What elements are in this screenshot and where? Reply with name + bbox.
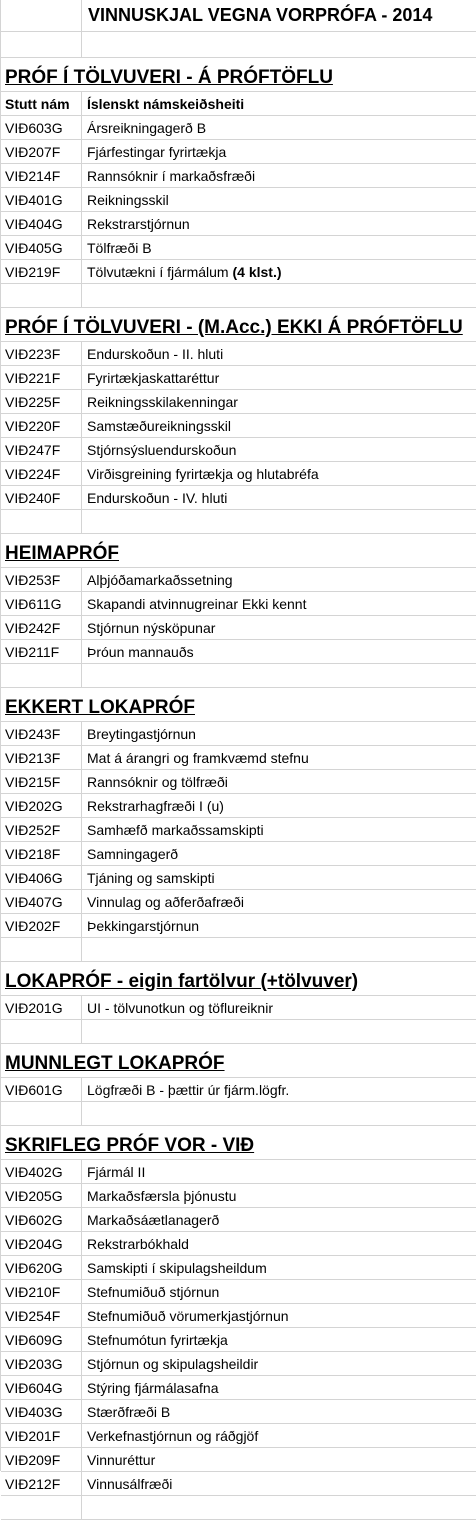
- course-name-cell[interactable]: [82, 1328, 476, 1351]
- course-name: Endurskoðun - IV. hluti: [87, 489, 228, 506]
- empty-cell[interactable]: [1, 284, 82, 307]
- table-row[interactable]: [1, 1208, 476, 1232]
- course-name: Rekstrarbókhald: [87, 1235, 189, 1252]
- course-code[interactable]: VIÐ609G: [1, 1328, 82, 1351]
- table-row[interactable]: [1, 914, 476, 938]
- table-row[interactable]: [1, 260, 476, 284]
- course-name: UI - tölvunotkun og töflureiknir: [87, 999, 273, 1016]
- table-row[interactable]: [1, 1304, 476, 1328]
- table-row[interactable]: [1, 592, 476, 616]
- course-name: Rannsóknir og tölfræði: [87, 773, 228, 790]
- course-name-cell[interactable]: [82, 1352, 476, 1375]
- empty-cell[interactable]: [1, 32, 82, 57]
- column-header-row[interactable]: [1, 92, 476, 116]
- course-code[interactable]: VIÐ214F: [1, 164, 82, 187]
- table-row[interactable]: [1, 842, 476, 866]
- course-code[interactable]: VIÐ242F: [1, 616, 82, 639]
- course-name-cell[interactable]: [82, 188, 476, 211]
- table-row[interactable]: [1, 1328, 476, 1352]
- course-code[interactable]: VIÐ403G: [1, 1400, 82, 1423]
- course-name: Markaðsáætlanagerð: [87, 1211, 220, 1228]
- course-name-cell[interactable]: [82, 842, 476, 865]
- empty-row[interactable]: [1, 1102, 476, 1126]
- table-row[interactable]: [1, 236, 476, 260]
- course-name-cell[interactable]: [82, 818, 476, 841]
- table-row[interactable]: [1, 116, 476, 140]
- course-code[interactable]: VIÐ202G: [1, 794, 82, 817]
- course-name-cell[interactable]: [82, 164, 476, 187]
- empty-cell[interactable]: [1, 938, 82, 961]
- course-name: Tölvutækni í fjármálum: [87, 263, 229, 280]
- course-name: Samskipti í skipulagsheildum: [87, 1259, 267, 1276]
- table-row[interactable]: [1, 568, 476, 592]
- course-name: Stjórnun nýsköpunar: [87, 619, 216, 636]
- course-code[interactable]: VIÐ201F: [1, 1424, 82, 1447]
- table-row[interactable]: [1, 1376, 476, 1400]
- empty-row[interactable]: [1, 510, 476, 534]
- course-name-cell[interactable]: [82, 1078, 476, 1101]
- course-name-cell[interactable]: [82, 140, 476, 163]
- empty-cell[interactable]: [82, 284, 476, 307]
- course-code[interactable]: VIÐ620G: [1, 1256, 82, 1279]
- empty-cell[interactable]: [82, 1020, 476, 1043]
- empty-cell[interactable]: [82, 938, 476, 961]
- course-name: Stefnumiðuð stjórnun: [87, 1283, 220, 1300]
- section-header-row[interactable]: [1, 962, 476, 996]
- course-code[interactable]: VIÐ240F: [1, 486, 82, 509]
- section-heading[interactable]: LOKAPRÓF - eigin fartölvur (+tölvuver): [1, 962, 476, 995]
- course-name-cell[interactable]: [82, 462, 476, 485]
- course-code[interactable]: VIÐ401G: [1, 188, 82, 211]
- course-note: (4 klst.): [232, 263, 282, 280]
- table-row[interactable]: [1, 140, 476, 164]
- course-name-cell[interactable]: [82, 866, 476, 889]
- course-name-cell[interactable]: [82, 996, 476, 1019]
- table-row[interactable]: [1, 164, 476, 188]
- course-name-cell[interactable]: [82, 438, 476, 461]
- table-row[interactable]: [1, 722, 476, 746]
- empty-row[interactable]: [1, 664, 476, 688]
- course-name-cell[interactable]: [82, 486, 476, 509]
- empty-cell[interactable]: [1, 664, 82, 687]
- course-name: Markaðsfærsla þjónustu: [87, 1187, 237, 1204]
- course-name: Þróun mannauðs: [87, 643, 194, 660]
- course-name-cell[interactable]: [82, 366, 476, 389]
- course-code[interactable]: VIÐ407G: [1, 890, 82, 913]
- course-name-cell[interactable]: [82, 1208, 476, 1231]
- table-row[interactable]: [1, 438, 476, 462]
- course-code[interactable]: VIÐ209F: [1, 1448, 82, 1471]
- course-name-cell[interactable]: [82, 1232, 476, 1255]
- course-code[interactable]: VIÐ252F: [1, 818, 82, 841]
- section-heading[interactable]: MUNNLEGT LOKAPRÓF: [1, 1044, 476, 1077]
- section-header-row[interactable]: [1, 1126, 476, 1160]
- course-code[interactable]: VIÐ212F: [1, 1472, 82, 1495]
- section-heading[interactable]: EKKERT LOKAPRÓF: [1, 688, 476, 721]
- course-name: Verkefnastjórnun og ráðgjöf: [87, 1427, 259, 1444]
- course-name-cell[interactable]: [82, 890, 476, 913]
- course-name-cell[interactable]: [82, 616, 476, 639]
- course-name: Samningagerð: [87, 845, 179, 862]
- section-header-row[interactable]: [1, 308, 476, 342]
- course-code[interactable]: VIÐ218F: [1, 842, 82, 865]
- course-name-cell[interactable]: [82, 236, 476, 259]
- column-header-name[interactable]: Íslenskt námskeiðsheiti: [87, 95, 245, 112]
- title-cell-a[interactable]: [1, 0, 82, 31]
- course-code[interactable]: VIÐ203G: [1, 1352, 82, 1375]
- section-header-row[interactable]: [1, 688, 476, 722]
- course-code[interactable]: VIÐ404G: [1, 212, 82, 235]
- table-row[interactable]: [1, 342, 476, 366]
- course-code[interactable]: VIÐ611G: [1, 592, 82, 615]
- section-heading[interactable]: SKRIFLEG PRÓF VOR - VIÐ: [1, 1126, 476, 1159]
- table-row[interactable]: [1, 818, 476, 842]
- course-name: Lögfræði B - þættir úr fjárm.lögfr.: [87, 1081, 290, 1098]
- course-name-cell[interactable]: [82, 260, 476, 283]
- course-code[interactable]: VIÐ601G: [1, 1078, 82, 1101]
- empty-cell[interactable]: [1, 1102, 82, 1125]
- course-name-cell[interactable]: [82, 770, 476, 793]
- course-name-cell[interactable]: [82, 414, 476, 437]
- table-row[interactable]: [1, 462, 476, 486]
- course-name: Tjáning og samskipti: [87, 869, 215, 886]
- table-row[interactable]: [1, 1232, 476, 1256]
- course-code[interactable]: VIÐ221F: [1, 366, 82, 389]
- course-name: Ársreikningagerð B: [87, 119, 207, 136]
- course-name: Endurskoðun - II. hluti: [87, 345, 224, 362]
- empty-row[interactable]: [1, 1020, 476, 1044]
- course-name-cell[interactable]: [82, 914, 476, 937]
- section-header-row[interactable]: [1, 1044, 476, 1078]
- course-code[interactable]: VIÐ202F: [1, 914, 82, 937]
- course-name-cell[interactable]: [82, 1304, 476, 1327]
- table-row[interactable]: [1, 866, 476, 890]
- course-name: Stjórnsýsluendurskoðun: [87, 441, 237, 458]
- course-name-cell[interactable]: [82, 1424, 476, 1447]
- empty-cell[interactable]: [1, 1020, 82, 1043]
- empty-row[interactable]: [1, 32, 476, 58]
- course-name: Stærðfræði B: [87, 1403, 171, 1420]
- table-row[interactable]: [1, 1280, 476, 1304]
- course-code[interactable]: VIÐ402G: [1, 1160, 82, 1183]
- table-body: [1, 58, 476, 1520]
- course-name: Mat á árangri og framkvæmd stefnu: [87, 749, 309, 766]
- course-code[interactable]: VIÐ205G: [1, 1184, 82, 1207]
- course-code[interactable]: VIÐ210F: [1, 1280, 82, 1303]
- table-row[interactable]: [1, 996, 476, 1020]
- course-name-cell[interactable]: [82, 794, 476, 817]
- course-name: Tölfræði B: [87, 239, 152, 256]
- table-row[interactable]: [1, 366, 476, 390]
- course-code[interactable]: VIÐ220F: [1, 414, 82, 437]
- course-code[interactable]: VIÐ225F: [1, 390, 82, 413]
- course-name: Samstæðureikningsskil: [87, 417, 231, 434]
- course-code[interactable]: VIÐ207F: [1, 140, 82, 163]
- course-code[interactable]: VIÐ211F: [1, 640, 82, 663]
- course-name-cell[interactable]: [82, 390, 476, 413]
- table-row[interactable]: [1, 414, 476, 438]
- course-name: Stjórnun og skipulagsheildir: [87, 1355, 259, 1372]
- title-row[interactable]: [1, 0, 476, 32]
- course-code[interactable]: VIÐ223F: [1, 342, 82, 365]
- course-name-cell[interactable]: [82, 1376, 476, 1399]
- course-name-cell[interactable]: [82, 746, 476, 769]
- table-row[interactable]: [1, 770, 476, 794]
- course-name: Fjármál II: [87, 1163, 146, 1180]
- section-header-row[interactable]: [1, 58, 476, 92]
- course-code[interactable]: VIÐ406G: [1, 866, 82, 889]
- table-row[interactable]: [1, 1400, 476, 1424]
- course-name: Reikningsskilakenningar: [87, 393, 238, 410]
- course-name: Samhæfð markaðssamskipti: [87, 821, 264, 838]
- table-row[interactable]: [1, 188, 476, 212]
- course-name: Breytingastjórnun: [87, 725, 196, 742]
- empty-cell[interactable]: [82, 510, 476, 533]
- course-code[interactable]: VIÐ254F: [1, 1304, 82, 1327]
- course-code[interactable]: VIÐ201G: [1, 996, 82, 1019]
- section-heading[interactable]: PRÓF Í TÖLVUVERI - Á PRÓFTÖFLU: [1, 58, 476, 91]
- course-code[interactable]: VIÐ204G: [1, 1232, 82, 1255]
- table-row[interactable]: [1, 1448, 476, 1472]
- course-code[interactable]: VIÐ243F: [1, 722, 82, 745]
- course-code[interactable]: VIÐ219F: [1, 260, 82, 283]
- course-name-cell[interactable]: [82, 1160, 476, 1183]
- table-row[interactable]: [1, 794, 476, 818]
- course-name: Fjárfestingar fyrirtækja: [87, 143, 227, 160]
- course-code[interactable]: VIÐ405G: [1, 236, 82, 259]
- course-name: Rekstrarstjórnun: [87, 215, 190, 232]
- course-name: Fyrirtækjaskattaréttur: [87, 369, 220, 386]
- course-name: Vinnuréttur: [87, 1451, 156, 1468]
- table-row[interactable]: [1, 1472, 476, 1496]
- course-name-cell[interactable]: [82, 1448, 476, 1471]
- empty-cell[interactable]: [82, 664, 476, 687]
- table-row[interactable]: [1, 1424, 476, 1448]
- empty-row[interactable]: [1, 1496, 476, 1520]
- table-row[interactable]: [1, 390, 476, 414]
- course-name: Vinnulag og aðferðafræði: [87, 893, 244, 910]
- course-code[interactable]: VIÐ604G: [1, 1376, 82, 1399]
- course-name: Rannsóknir í markaðsfræði: [87, 167, 256, 184]
- table-row[interactable]: [1, 212, 476, 236]
- course-name: Þekkingarstjórnun: [87, 917, 200, 934]
- course-code[interactable]: VIÐ602G: [1, 1208, 82, 1231]
- table-row[interactable]: [1, 640, 476, 664]
- course-name: Skapandi atvinnugreinar Ekki kennt: [87, 595, 307, 612]
- course-name: Vinnusálfræði: [87, 1475, 173, 1492]
- course-name: Stefnumótun fyrirtækja: [87, 1331, 228, 1348]
- course-name: Alþjóðamarkaðssetning: [87, 571, 233, 588]
- course-code[interactable]: VIÐ224F: [1, 462, 82, 485]
- course-name-cell[interactable]: [82, 722, 476, 745]
- table-row[interactable]: [1, 616, 476, 640]
- empty-row[interactable]: [1, 938, 476, 962]
- course-name-cell[interactable]: [82, 212, 476, 235]
- course-name-cell[interactable]: [82, 1400, 476, 1423]
- empty-cell[interactable]: [82, 32, 476, 57]
- course-name-cell[interactable]: [82, 1184, 476, 1207]
- table-row[interactable]: [1, 486, 476, 510]
- table-row[interactable]: [1, 1078, 476, 1102]
- course-code[interactable]: VIÐ603G: [1, 116, 82, 139]
- course-name: Stefnumiðuð vörumerkjastjórnun: [87, 1307, 289, 1324]
- empty-cell[interactable]: [82, 1102, 476, 1125]
- table-row[interactable]: [1, 890, 476, 914]
- course-name-cell[interactable]: [82, 568, 476, 591]
- section-heading[interactable]: HEIMAPRÓF: [1, 534, 476, 567]
- course-name-cell[interactable]: [82, 592, 476, 615]
- column-header-code[interactable]: Stutt nám: [1, 92, 82, 115]
- course-name-cell[interactable]: [82, 1472, 476, 1495]
- table-row[interactable]: [1, 1184, 476, 1208]
- table-row[interactable]: [1, 1160, 476, 1184]
- course-name-cell[interactable]: [82, 640, 476, 663]
- course-name: Reikningsskil: [87, 191, 169, 208]
- empty-cell[interactable]: [1, 510, 82, 533]
- course-name-cell[interactable]: [82, 1280, 476, 1303]
- course-name: Virðisgreining fyrirtækja og hlutabréfa: [87, 465, 319, 482]
- course-name: Rekstrarhagfræði I (u): [87, 797, 224, 814]
- course-code[interactable]: VIÐ247F: [1, 438, 82, 461]
- course-name: Stýring fjármálasafna: [87, 1379, 219, 1396]
- course-code[interactable]: VIÐ253F: [1, 568, 82, 591]
- table-row[interactable]: [1, 1352, 476, 1376]
- course-name-cell[interactable]: [82, 1256, 476, 1279]
- empty-row[interactable]: [1, 284, 476, 308]
- section-header-row[interactable]: [1, 534, 476, 568]
- empty-cell[interactable]: [1, 1496, 82, 1519]
- table-row[interactable]: [1, 746, 476, 770]
- empty-cell[interactable]: [82, 1496, 476, 1519]
- course-code[interactable]: VIÐ213F: [1, 746, 82, 769]
- section-heading[interactable]: PRÓF Í TÖLVUVERI - (M.Acc.) EKKI Á PRÓFTÖFLU: [1, 308, 476, 341]
- course-name-cell[interactable]: [82, 342, 476, 365]
- course-name-cell[interactable]: [82, 116, 476, 139]
- table-row[interactable]: [1, 1256, 476, 1280]
- page-title[interactable]: VINNUSKJAL VEGNA VORPRÓFA - 2014: [88, 5, 433, 25]
- course-code[interactable]: VIÐ215F: [1, 770, 82, 793]
